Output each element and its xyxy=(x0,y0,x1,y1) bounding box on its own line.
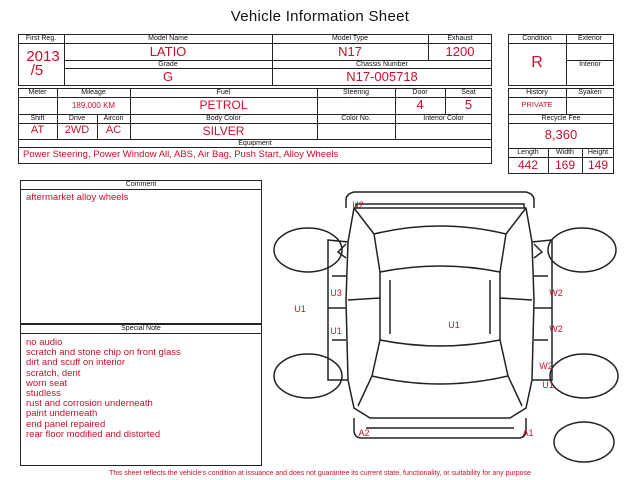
mark-w2-right-top: W2 xyxy=(549,288,563,298)
model-name-label: Model Name xyxy=(148,35,188,42)
special-note-list xyxy=(26,338,181,440)
door-label: Door xyxy=(412,89,428,96)
fuel-label: Fuel xyxy=(216,89,231,96)
special-note-label: Special Note xyxy=(121,325,161,332)
special-note-item: scratch and stone chip on front glass xyxy=(26,347,181,359)
mark-u1-left-outer: U1 xyxy=(294,304,306,314)
first-reg-month: /5 xyxy=(30,62,44,79)
special-note-item: no audio xyxy=(26,337,63,348)
front-bumper xyxy=(346,192,534,208)
mark-a1: A1 xyxy=(522,428,534,438)
grade-label: Grade xyxy=(158,61,178,68)
seat-label: Seat xyxy=(461,89,476,96)
model-name: LATIO xyxy=(149,44,187,59)
mark-u1-center: U1 xyxy=(448,320,460,330)
grade: G xyxy=(162,69,174,84)
recycle-fee: 8,360 xyxy=(544,127,578,142)
shift-label: Shift xyxy=(30,115,45,122)
chassis-number: N17-005718 xyxy=(346,69,418,84)
disclaimer-footer: This sheet reflects the vehicle's condition at issuance and does not guarantee its current state, functionality, or suitability for any purpose xyxy=(109,470,531,477)
windshield xyxy=(374,226,506,272)
roof xyxy=(380,272,500,340)
length-label: Length xyxy=(517,149,539,156)
mark-w2-right-low: W2 xyxy=(539,361,553,371)
exterior-label: Exterior xyxy=(577,35,603,42)
special-note-item: dirt and scuff on interior xyxy=(26,357,126,369)
meter-label: Meter xyxy=(28,89,47,96)
car-damage-diagram xyxy=(262,180,624,470)
rear-window xyxy=(372,340,508,384)
color-no-label: Color No. xyxy=(341,115,371,122)
first-reg-label: First Reg. xyxy=(25,35,57,42)
body-color-label: Body Color xyxy=(206,115,241,122)
history-label: History xyxy=(526,89,548,96)
width-value: 169 xyxy=(554,158,576,172)
special-note-item: paint underneath xyxy=(26,408,98,420)
width-label: Width xyxy=(556,149,574,156)
chassis-label: Chassis Number xyxy=(356,61,408,68)
aircon-label: Aircon xyxy=(103,115,124,122)
special-note-item: scratch, dent xyxy=(26,367,81,379)
door: 4 xyxy=(416,97,424,112)
exhaust-label: Exhaust xyxy=(447,35,473,42)
mark-u2: U2 xyxy=(352,200,364,210)
recycle-fee-label: Recycle Fee xyxy=(541,115,581,122)
special-note-item: studless xyxy=(26,388,61,400)
history-value: PRIVATE xyxy=(521,100,553,109)
height-value: 149 xyxy=(587,158,609,172)
length-value: 442 xyxy=(517,158,539,172)
spare-wheel xyxy=(554,422,614,462)
fuel: PETROL xyxy=(199,98,248,112)
special-note-item: rust and corrosion underneath xyxy=(26,398,153,410)
comment-text: aftermarket alloy wheels xyxy=(26,192,129,203)
special-note-item: worn seat xyxy=(26,377,68,389)
equipment-label: Equipment xyxy=(238,140,272,147)
seat: 5 xyxy=(464,97,473,112)
condition-score: R xyxy=(531,54,543,71)
mark-u1-left-inner: U1 xyxy=(330,326,342,336)
equipment: Power Steering, Power Window All, ABS, Air Bag, Push Start, Alloy Wheels xyxy=(23,149,339,160)
wheel-front-left xyxy=(274,228,342,272)
first-reg-year: 2013 xyxy=(26,48,60,65)
steering-label: Steering xyxy=(342,89,370,96)
height-label: Height xyxy=(587,149,609,156)
drive: 2WD xyxy=(64,124,90,136)
mark-u1-right: U1 xyxy=(542,380,554,390)
special-note-item: rear floor modified and distorted xyxy=(26,428,161,440)
condition-label: Condition xyxy=(522,35,552,42)
interior-label: Interior xyxy=(579,61,601,68)
interior-color-label: Interior Color xyxy=(423,115,464,122)
exhaust: 1200 xyxy=(445,44,475,59)
page-title: Vehicle Information Sheet xyxy=(230,8,410,25)
aircon: AC xyxy=(105,124,122,136)
syaken-label: Syaken xyxy=(578,89,602,96)
shift: AT xyxy=(30,124,45,136)
wheel-rear-right xyxy=(550,354,618,398)
mileage: 189,000 KM xyxy=(71,101,116,110)
wheel-front-right xyxy=(548,228,616,272)
side-right xyxy=(532,240,552,380)
special-note-item: end panel repaired xyxy=(26,418,106,430)
model-type-label: Model Type xyxy=(331,35,369,42)
mileage-label: Mileage xyxy=(81,89,106,96)
mark-a2: A2 xyxy=(358,428,370,438)
wheel-rear-left xyxy=(274,354,342,398)
model-type: N17 xyxy=(338,44,362,59)
drive-label: Drive xyxy=(68,115,86,122)
comment-label: Comment xyxy=(125,181,157,188)
body-color: SILVER xyxy=(202,124,245,138)
mark-u3: U3 xyxy=(330,288,342,298)
mark-w2-right-mid: W2 xyxy=(549,324,563,334)
